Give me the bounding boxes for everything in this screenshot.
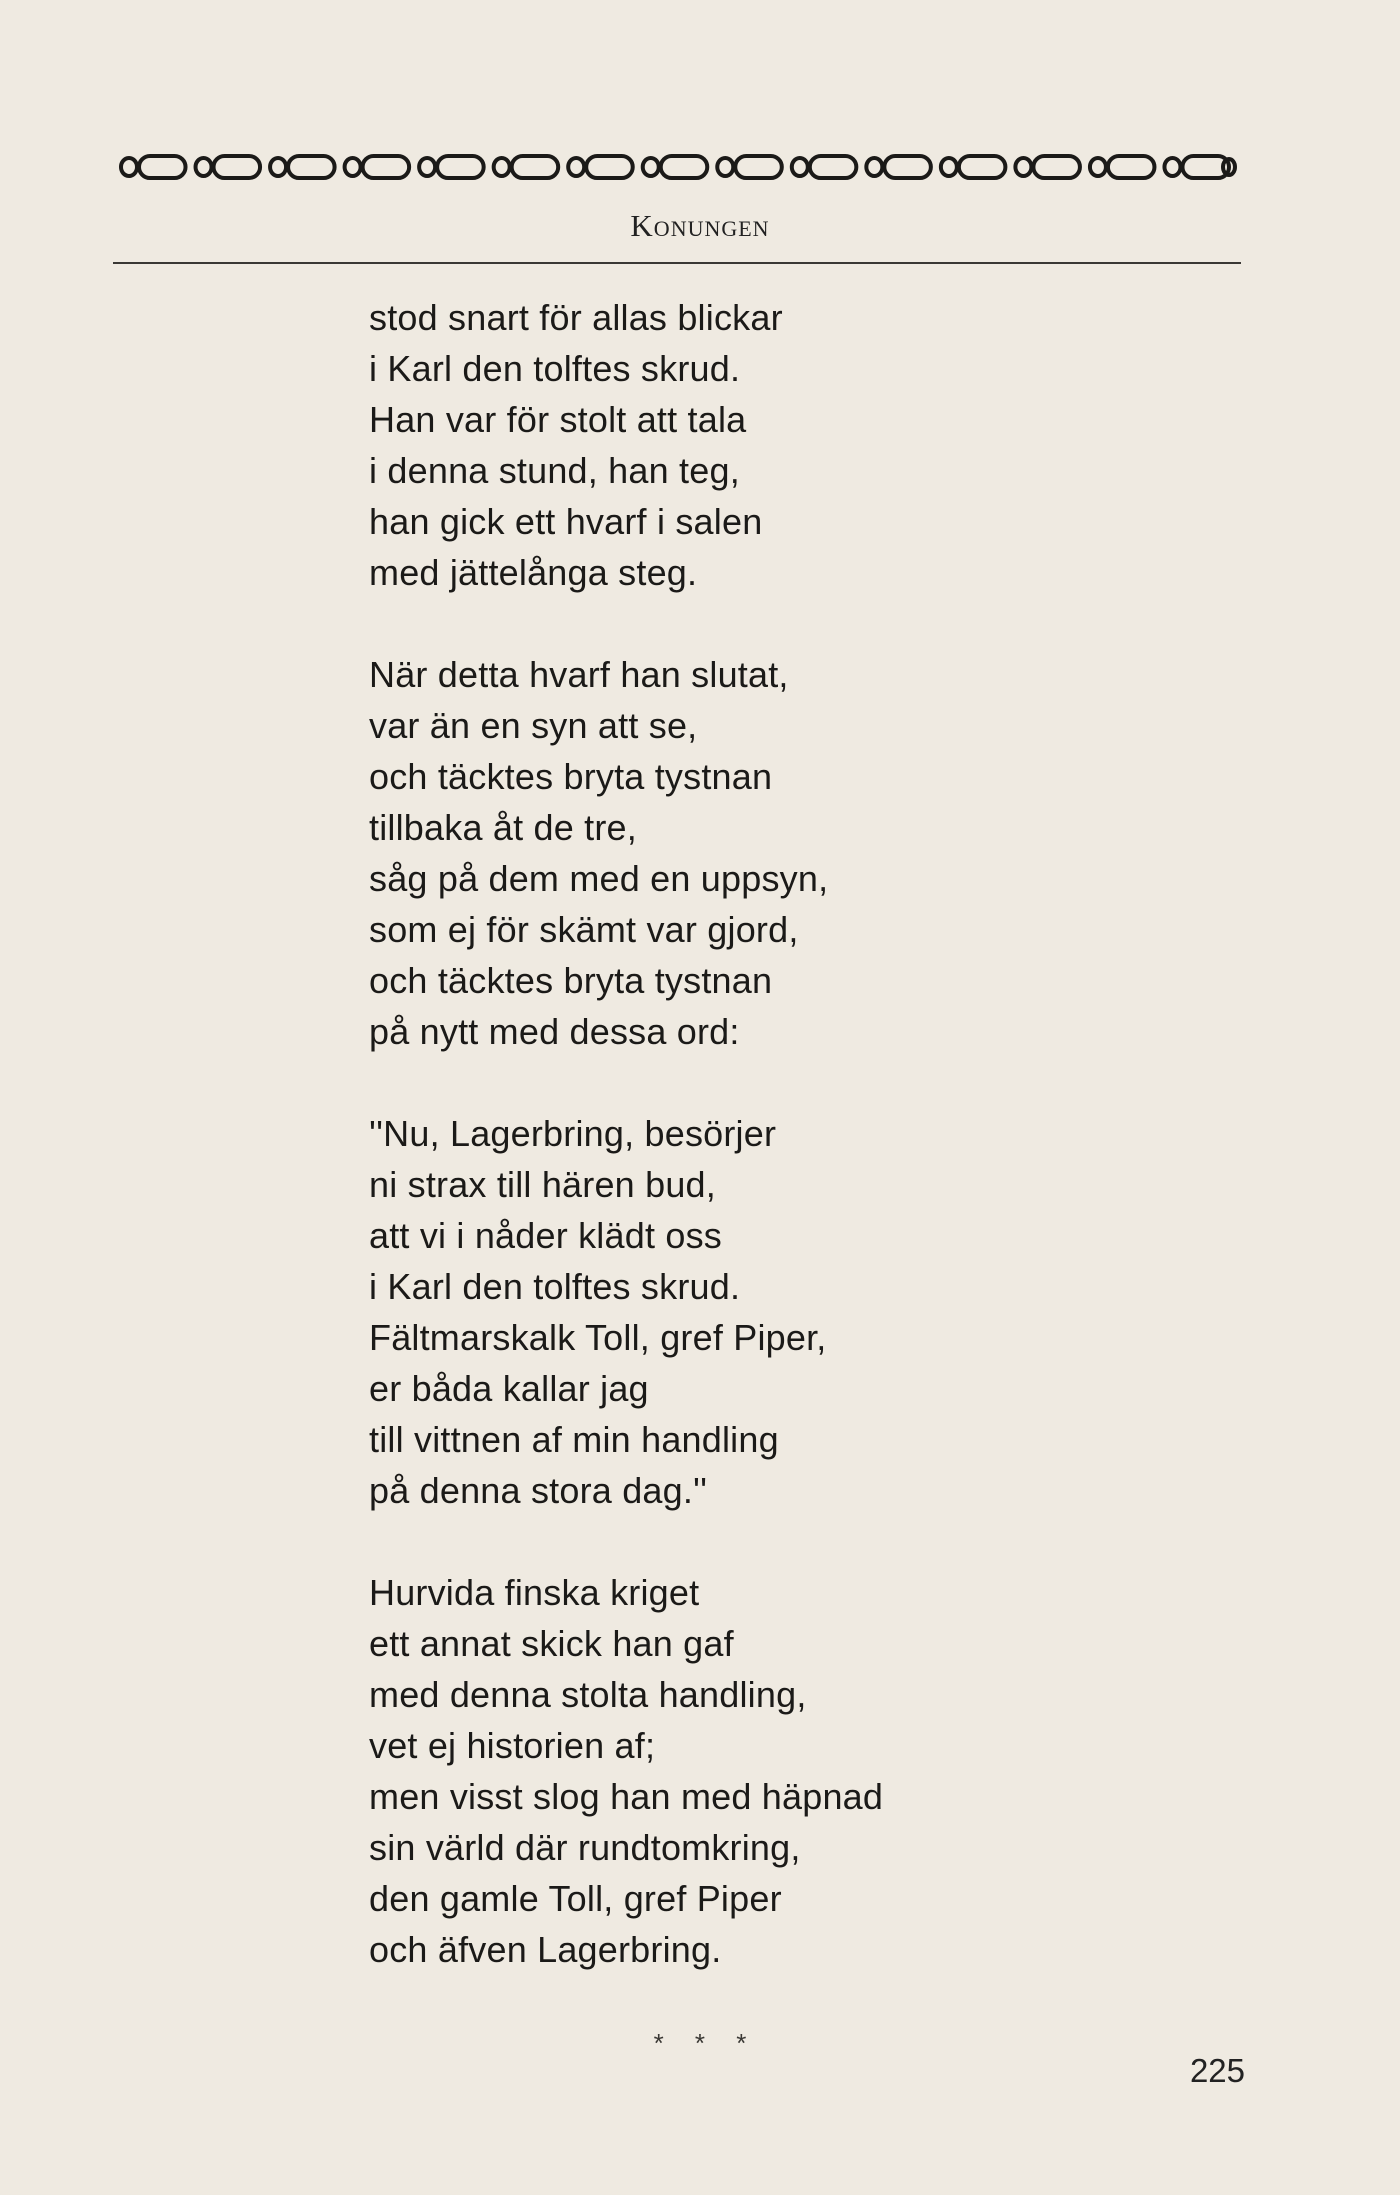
poem-line: med jättelånga steg. (369, 552, 698, 593)
poem-line: att vi i nåder klädt oss (369, 1215, 722, 1256)
poem-line: stod snart för allas blickar (369, 297, 783, 338)
running-head: Konungen (630, 208, 770, 243)
poem-line: han gick ett hvarf i salen (369, 501, 763, 542)
poem-line: sin värld där rundtomkring, (369, 1827, 801, 1868)
poem-line: och äfven Lagerbring. (369, 1929, 722, 1970)
stanza-3 (369, 1108, 1069, 1516)
poem-line: men visst slog han med häpnad (369, 1776, 884, 1817)
poem-line: till vittnen af min handling (369, 1419, 779, 1460)
poem-line: ni strax till hären bud, (369, 1164, 716, 1205)
chain-ornament-icon (119, 150, 1237, 184)
poem-line: som ej för skämt var gjord, (369, 909, 799, 950)
poem-line: i denna stund, han teg, (369, 450, 740, 491)
poem-body (369, 292, 1069, 2026)
poem-line: Fältmarskalk Toll, gref Piper, (369, 1317, 827, 1358)
poem-line: på denna stora dag.'' (369, 1470, 708, 1511)
poem-line: i Karl den tolftes skrud. (369, 1266, 741, 1307)
poem-line: er båda kallar jag (369, 1368, 649, 1409)
stanza-4 (369, 1567, 1069, 1975)
poem-line: Han var för stolt att tala (369, 399, 747, 440)
poem-line: vet ej historien af; (369, 1725, 656, 1766)
stanza-1 (369, 292, 1069, 598)
poem-line: var än en syn att se, (369, 705, 698, 746)
poem-line: och täcktes bryta tystnan (369, 756, 773, 797)
poem-line: och täcktes bryta tystnan (369, 960, 773, 1001)
poem-line: När detta hvarf han slutat, (369, 654, 789, 695)
poem-line: Hurvida finska kriget (369, 1572, 700, 1613)
page-number: 225 (1189, 2052, 1245, 2089)
poem-line: ''Nu, Lagerbring, besörjer (369, 1113, 777, 1154)
poem-line: såg på dem med en uppsyn, (369, 858, 829, 899)
poem-line: med denna stolta handling, (369, 1674, 807, 1715)
poem-line: den gamle Toll, gref Piper (369, 1878, 782, 1919)
poem-line: på nytt med dessa ord: (369, 1011, 740, 1052)
poem-line: i Karl den tolftes skrud. (369, 348, 741, 389)
stanza-2 (369, 649, 1069, 1057)
poem-line: ett annat skick han gaf (369, 1623, 734, 1664)
section-break-asterisks: * * * (653, 2028, 747, 2058)
header-rule (113, 262, 1241, 264)
poem-line: tillbaka åt de tre, (369, 807, 637, 848)
